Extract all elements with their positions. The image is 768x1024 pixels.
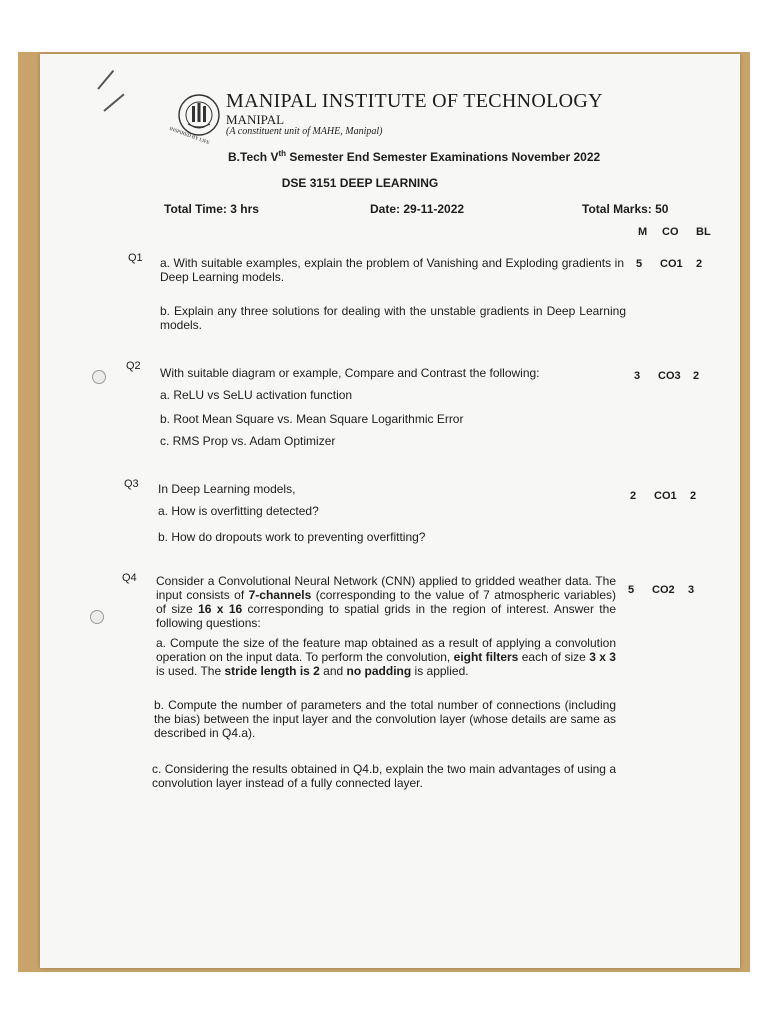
q3-intro: In Deep Learning models,	[158, 482, 296, 496]
q4-bl: 3	[688, 584, 695, 596]
q3-co: CO1	[654, 490, 677, 502]
q4-part-b: b. Compute the number of parameters and the total number of connections (including the bias) between the input layer and the convolution layer (whose details are same as described in Q4.a).	[154, 698, 616, 740]
q1-part-b: b. Explain any three solutions for dealing with the unstable gradients in Deep Learning models.	[160, 304, 626, 332]
column-marks: M	[638, 226, 648, 238]
institute-city: MANIPAL	[226, 112, 285, 127]
q2-number: Q2	[126, 360, 141, 372]
q4-intro-text: Consider a Convolutional Neural Network (CNN) applied to gridded weather data. The input consists of	[156, 574, 616, 602]
q3-number: Q3	[124, 478, 139, 490]
total-marks: Total Marks: 50	[582, 202, 669, 216]
q4-kernel-emphasis: 3 x 3	[589, 650, 616, 664]
q4-part-a-text: and	[319, 664, 347, 678]
q2-co: CO3	[658, 370, 681, 382]
exam-prefix: B.Tech V	[228, 150, 279, 164]
q2-part-b: b. Root Mean Square vs. Mean Square Logarithmic Error	[160, 412, 464, 426]
total-time: Total Time: 3 hrs	[164, 202, 259, 216]
q1-co: CO1	[660, 258, 683, 270]
exam-paper	[40, 54, 740, 968]
exam-suffix: Semester End Semester Examinations November 2022	[286, 150, 601, 164]
institute-note: (A constituent unit of MAHE, Manipal)	[226, 126, 383, 137]
q2-bl: 2	[693, 370, 700, 382]
punch-hole	[92, 370, 106, 384]
course-title: DSE 3151 DEEP LEARNING	[281, 176, 439, 190]
punch-hole	[90, 610, 104, 624]
q4-intro-text: corresponding to spatial grids in the region of interest. Answer the following questions:	[156, 602, 616, 630]
institute-name: MANIPAL INSTITUTE OF TECHNOLOGY	[226, 90, 603, 112]
q4-channels-emphasis: 7-channels	[248, 588, 312, 602]
q4-padding-emphasis: no padding	[346, 664, 412, 678]
q4-filters-emphasis: eight filters	[453, 650, 519, 664]
q3-part-b: b. How do dropouts work to preventing overfitting?	[158, 530, 426, 544]
q4-number: Q4	[122, 572, 137, 584]
q4-size-emphasis: 16 x 16	[198, 602, 243, 616]
q4-intro-text: (corresponding to the value of 7 atmospheric variables) of size	[156, 588, 616, 616]
q1-number: Q1	[128, 252, 143, 264]
q2-part-c: c. RMS Prop vs. Adam Optimizer	[160, 434, 336, 448]
q4-part-a-text: is applied.	[411, 664, 469, 678]
pen-mark	[103, 94, 124, 112]
pen-mark	[97, 70, 114, 90]
exam-sup: th	[278, 149, 287, 158]
q3-bl: 2	[690, 490, 697, 502]
q2-intro: With suitable diagram or example, Compare and Contrast the following:	[160, 366, 540, 380]
q4-part-a-text: a. Compute the size of the feature map obtained as a result of applying a convolution operation on the input data. To perform the convolution,	[156, 636, 616, 664]
q1-marks: 5	[636, 258, 643, 270]
q2-part-a: a. ReLU vs SeLU activation function	[160, 388, 353, 402]
column-co: CO	[662, 226, 679, 238]
q1-bl: 2	[696, 258, 703, 270]
column-bl: BL	[696, 226, 711, 238]
q4-marks: 5	[628, 584, 635, 596]
exam-date: Date: 29-11-2022	[370, 202, 465, 216]
q4-intro	[156, 574, 616, 630]
q4-stride-emphasis: stride length is 2	[224, 664, 320, 678]
q4-part-c: c. Considering the results obtained in Q4.b, explain the two main advantages of using a convolution layer instead of a fully connected layer.	[152, 762, 616, 790]
q3-part-a: a. How is overfitting detected?	[158, 504, 319, 518]
logo-motto: INSPIRED BY LIFE	[168, 126, 210, 147]
q4-part-a-text: each of size	[518, 650, 590, 664]
exam-title	[228, 149, 600, 164]
q1-part-a: a. With suitable examples, explain the problem of Vanishing and Exploding gradients in Deep Learning models.	[160, 256, 624, 284]
q3-marks: 2	[630, 490, 637, 502]
q4-part-a	[156, 636, 616, 678]
q2-marks: 3	[634, 370, 641, 382]
q4-part-a-text: is used. The	[156, 664, 225, 678]
q4-co: CO2	[652, 584, 675, 596]
